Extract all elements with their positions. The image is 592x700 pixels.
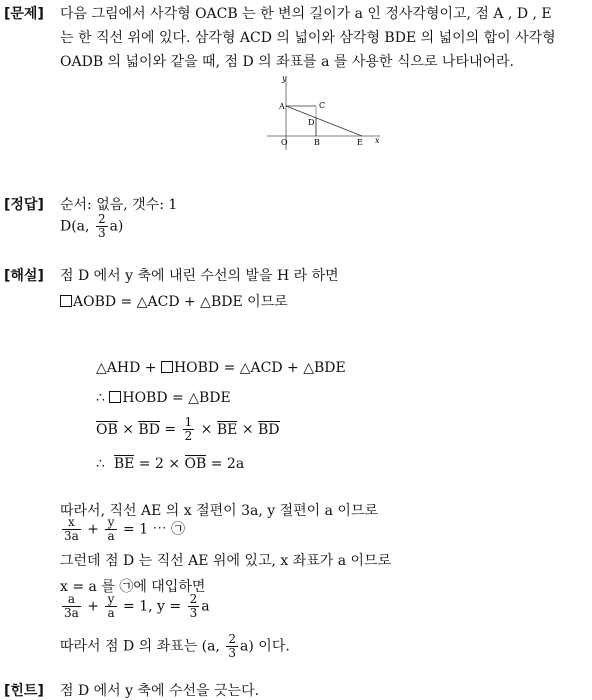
frac-3a-den: 3a (64, 529, 79, 543)
line6-b: a) 이다. (240, 638, 290, 655)
therefore-symbol: ∴ (96, 390, 105, 406)
point-a-label: A (279, 102, 285, 111)
circled-label: ㉠ (119, 579, 134, 595)
frac-x-num: x (62, 516, 81, 530)
solution-line-6 (60, 633, 290, 660)
answer-fraction (96, 213, 108, 240)
line5-a: x = a 를 (60, 579, 115, 595)
point-e-label: E (357, 138, 363, 147)
eq3-times-3: × (241, 421, 254, 438)
problem-line-2: 는 한 직선 위에 있다. 삼각형 ACD 의 넓이와 삼각형 BDE 의 넓이의 합이 사각형 (60, 30, 556, 46)
solution-line-2-text: AOBD = △ACD + △BDE 이므로 (73, 294, 288, 310)
equation-2 (96, 390, 231, 406)
segment-ae (286, 106, 362, 136)
point-b-label: B (314, 138, 320, 147)
solution-line-3: 따라서, 직선 AE 의 x 절편이 3a, y 절편이 a 이므로 (60, 503, 378, 519)
eq3-be: BE (216, 421, 238, 438)
answer-d-suffix: a) (109, 218, 124, 235)
eq1-right: HOBD = △ACD + △BDE (173, 360, 346, 376)
problem-line-3: OADB 의 넓이와 같을 때, 점 D 의 좌표를 a 를 사용한 식으로 나타내어라. (60, 54, 514, 70)
frac-2-over-3 (188, 593, 200, 620)
eq3-times-2: × (200, 421, 213, 438)
equation-rest: = 1 ⋯ (123, 521, 167, 538)
eq3-bd: BD (138, 421, 160, 438)
plus-sign: + (87, 521, 99, 538)
eq4-end: = 2a (210, 456, 245, 472)
eq3-ob: OB (96, 421, 118, 438)
frac-final-den: 3 (228, 646, 237, 660)
y-axis-label: y (282, 74, 287, 83)
frac-a-num: a (62, 593, 81, 607)
solution-tag: [해설] (4, 268, 44, 284)
frac-y-num: y (105, 516, 116, 530)
plus-sign-2: + (87, 598, 99, 615)
frac-a-den: a (107, 529, 115, 543)
hint-tag: [힌트] (4, 683, 44, 699)
answer-frac-num: 2 (97, 212, 106, 226)
eq3-half-den: 2 (184, 429, 193, 443)
equation-4 (96, 456, 244, 472)
square-symbol (161, 361, 173, 373)
solution-line-1: 점 D 에서 y 축에 내린 수선의 발을 H 라 하면 (60, 268, 339, 284)
eq4-ob: OB (184, 456, 207, 472)
substitution-mid: = 1, y = (123, 598, 182, 615)
problem-tag: [문제] (4, 6, 44, 22)
eq4-be: BE (113, 456, 135, 472)
frac-2-num: 2 (189, 592, 198, 606)
answer-d-prefix: D(a, (60, 218, 90, 235)
circled-label: ㉠ (171, 521, 186, 538)
frac-final (226, 633, 238, 660)
frac-y-over-a (105, 516, 116, 543)
hint-line: 점 D 에서 y 축에 수선을 긋는다. (60, 683, 260, 699)
eq2-text: HOBD = △BDE (122, 390, 231, 406)
line6-a: 따라서 점 D 의 좌표는 (a, (60, 638, 220, 655)
frac-y-num-2: y (105, 593, 116, 607)
square-symbol (60, 295, 72, 307)
solution-line-2 (60, 291, 288, 311)
equation-3 (96, 416, 280, 443)
answer-coordinate (60, 213, 123, 240)
eq3-half-num: 1 (184, 415, 193, 429)
frac-3a-den-2: 3a (64, 606, 79, 620)
frac-x-over-3a (62, 516, 81, 543)
eq3-half (183, 416, 195, 443)
point-c-label: C (319, 101, 326, 110)
frac-3-den: 3 (189, 606, 198, 620)
answer-tag: [정답] (4, 197, 44, 213)
line-equation (60, 516, 185, 543)
point-o-label: O (281, 138, 288, 147)
eq3-equals: = (164, 421, 177, 438)
eq1-left: △AHD + (96, 360, 157, 376)
eq4-mid: = 2 × (138, 456, 181, 472)
answer-frac-den: 3 (97, 226, 106, 240)
substitution-end: a (201, 598, 210, 615)
frac-a-over-3a (62, 593, 81, 620)
frac-y-over-a-2 (105, 593, 116, 620)
eq3-bd-2: BD (258, 421, 280, 438)
equation-1 (96, 360, 346, 376)
coordinate-figure (262, 72, 386, 152)
problem-line-1: 다음 그림에서 사각형 OACB 는 한 변의 길이가 a 인 정사각형이고, 점 A , D , E (60, 6, 552, 22)
substitution-equation (60, 593, 210, 620)
point-d-label: D (308, 118, 315, 127)
answer-line-1: 순서: 없음, 갯수: 1 (60, 197, 178, 213)
line5-b: 에 대입하면 (133, 579, 206, 595)
eq3-times-1: × (122, 421, 134, 438)
frac-a-den-2: a (107, 606, 115, 620)
eq4-therefore: ∴ (96, 456, 105, 472)
frac-final-num: 2 (228, 632, 237, 646)
x-axis-label: x (375, 136, 380, 145)
square-symbol (109, 391, 121, 403)
solution-line-4: 그런데 점 D 는 직선 AE 위에 있고, x 좌표가 a 이므로 (60, 553, 392, 569)
